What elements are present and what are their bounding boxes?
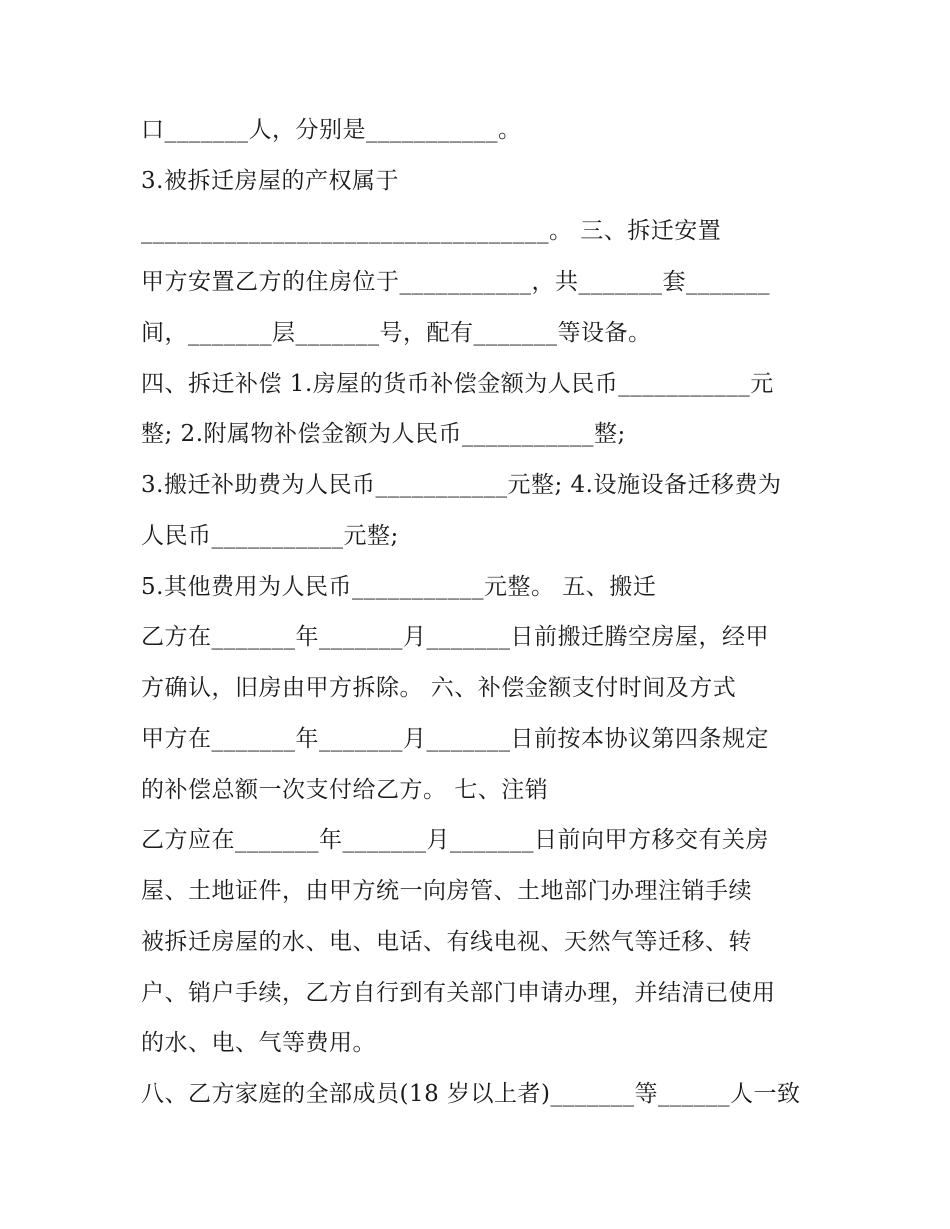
text-line-19: 的水、电、气等费用。: [141, 1030, 376, 1056]
text-line-18: 户、销户手续，乙方自行到有关部门申请办理，并结清已使用: [141, 980, 776, 1006]
text-line-14: 的补偿总额一次支付给乙方。 七、注销: [141, 777, 549, 803]
text-line-15: 乙方应在_______年_______月_______日前向甲方移交有关房: [141, 827, 769, 853]
text-line-12: 方确认，旧房由甲方拆除。 六、补偿金额支付时间及方式: [141, 675, 737, 701]
text-line-2: 3.被拆迁房屋的产权属于: [141, 168, 399, 194]
text-line-10: 5.其他费用为人民币___________元整。 五、搬迁: [141, 574, 657, 600]
text-line-7: 整; 2.附属物补偿金额为人民币___________整;: [141, 421, 626, 447]
text-line-20: 八、乙方家庭的全部成员(18 岁以上者)_______等______人一致: [141, 1081, 801, 1107]
text-line-13: 甲方在_______年_______月_______日前按本协议第四条规定: [141, 726, 769, 752]
text-line-5: 间，_______层_______号，配有_______等设备。: [141, 320, 652, 346]
text-line-4: 甲方安置乙方的住房位于___________，共_______套_______: [141, 269, 770, 295]
text-line-17: 被拆迁房屋的水、电、电话、有线电视、天然气等迁移、转: [141, 929, 752, 955]
text-line-16: 屋、土地证件，由甲方统一向房管、土地部门办理注销手续: [141, 878, 752, 904]
text-line-3: __________________________________。 三、拆迁安置: [141, 218, 722, 244]
text-line-9: 人民币___________元整;: [141, 523, 399, 549]
text-line-8: 3.搬迁补助费为人民币___________元整; 4.设施设备迁移费为: [141, 472, 782, 498]
text-line-6: 四、拆迁补偿 1.房屋的货币补偿金额为人民币___________元: [141, 371, 774, 397]
text-line-1: 口_______人，分别是___________。: [141, 117, 522, 143]
text-line-11: 乙方在_______年_______月_______日前搬迁腾空房屋，经甲: [141, 624, 769, 650]
